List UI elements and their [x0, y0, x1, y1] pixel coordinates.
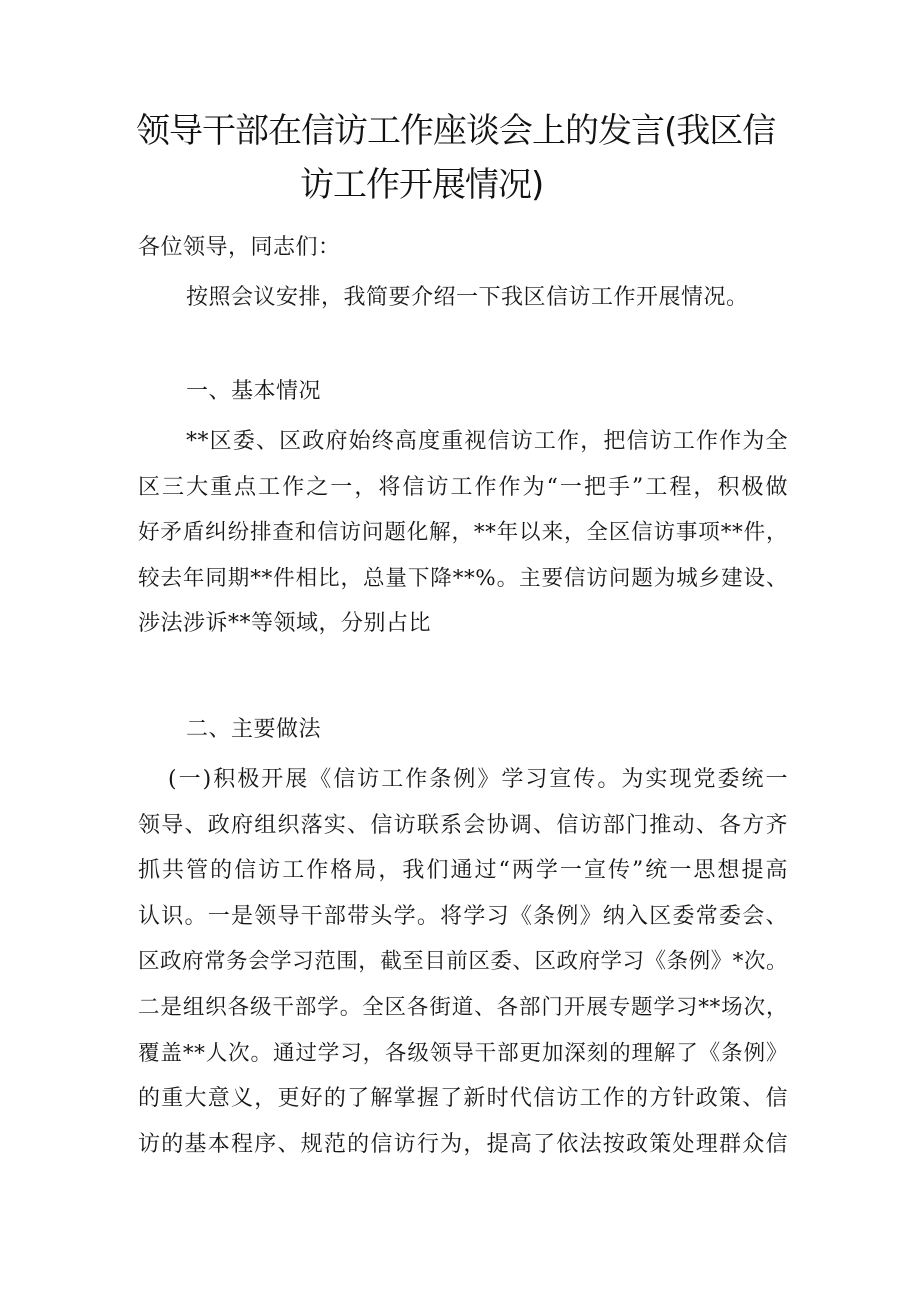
- paragraph-line: (一)积极开展《信访工作条例》学习宣传。为实现党委统一: [168, 767, 788, 792]
- section-heading-main-practices: 二、主要做法: [186, 717, 322, 742]
- paragraph-line: 好矛盾纠纷排查和信访问题化解，**年以来，全区信访事项**件，: [138, 520, 788, 546]
- section-2-paragraph: [138, 757, 788, 1167]
- paragraph-line: 认识。一是领导干部带头学。将学习《条例》纳入区委常委会、: [138, 903, 788, 929]
- document-title: [136, 104, 776, 212]
- paragraph-line: 访的基本程序、规范的信访行为，提高了依法按政策处理群众信: [138, 1131, 788, 1157]
- paragraph-line: **区委、区政府始终高度重视信访工作，把信访工作作为全: [186, 429, 788, 454]
- title-line-1: 领导干部在信访工作座谈会上的发言(我区信: [136, 111, 776, 151]
- salutation: 各位领导，同志们：: [138, 235, 341, 260]
- paragraph-line: 较去年同期**件相比，总量下降**%。主要信访问题为城乡建设、: [138, 565, 788, 591]
- paragraph-line: 区三大重点工作之一，将信访工作作为“一把手”工程，积极做: [138, 474, 788, 500]
- paragraph-line: 领导、政府组织落实、信访联系会协调、信访部门推动、各方齐: [138, 812, 788, 838]
- paragraph-line: 的重大意义，更好的了解掌握了新时代信访工作的方针政策、信: [138, 1086, 788, 1112]
- paragraph-line: 二是组织各级干部学。全区各街道、各部门开展专题学习**场次，: [138, 994, 788, 1020]
- intro-paragraph: 按照会议安排，我简要介绍一下我区信访工作开展情况。: [186, 285, 749, 310]
- section-heading-basic-situation: 一、基本情况: [186, 379, 322, 404]
- section-1-paragraph: [138, 419, 788, 647]
- paragraph-line: 抓共管的信访工作格局，我们通过“两学一宣传”统一思想提高: [138, 858, 788, 884]
- paragraph-line: 区政府常务会学习范围，截至目前区委、区政府学习《条例》*次。: [138, 949, 788, 975]
- paragraph-line: 覆盖**人次。通过学习，各级领导干部更加深刻的理解了《条例》: [138, 1040, 788, 1066]
- title-line-2: 访工作开展情况): [300, 165, 544, 205]
- paragraph-line: 涉法涉诉**等领域，分别占比: [138, 611, 432, 637]
